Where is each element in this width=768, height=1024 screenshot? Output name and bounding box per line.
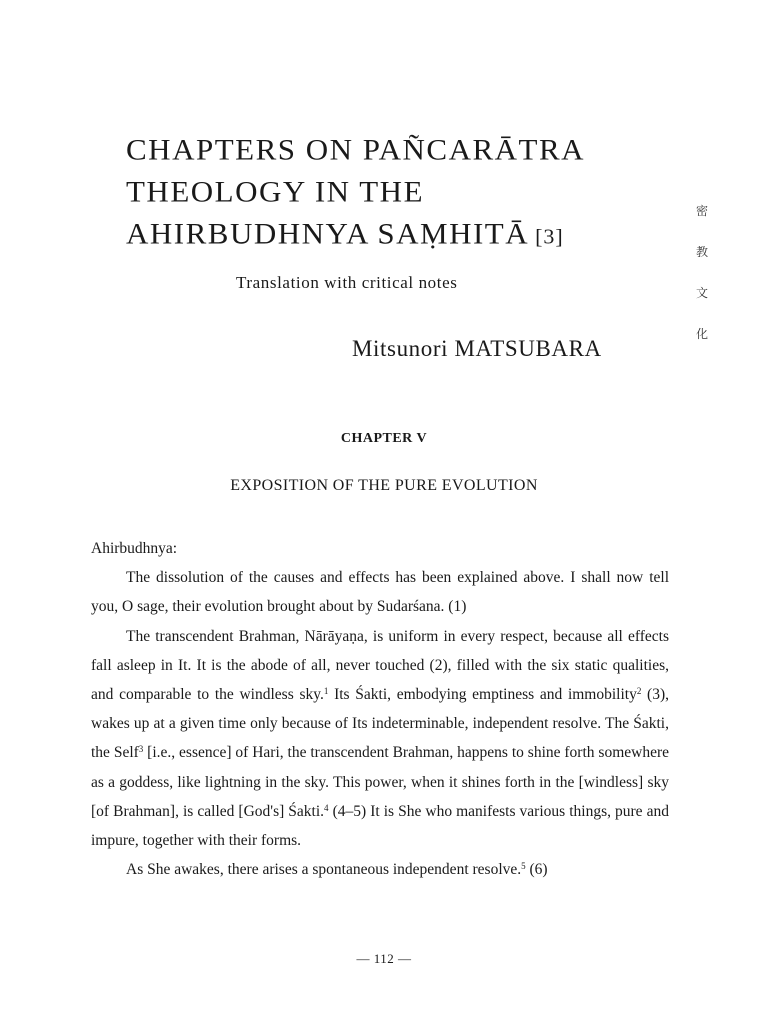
journal-mark-char-4: 化 (695, 327, 708, 341)
paragraph-2-text: [i.e., essence] of Hari, the transcendent Brahman, happens to shine forth somewhere as a goddess, like lightning in the sky. This power, when it shines forth in the [windless] sky [of Brahman], is called [God's] Śakti. (91, 744, 669, 820)
journal-mark-char-3: 文 (695, 286, 708, 300)
title-line-3-text: AHIRBUDHNYA SAṂHITĀ (126, 216, 530, 251)
page-number: — 112 — (356, 951, 412, 966)
paragraph-3-text: (6) (525, 861, 548, 879)
footnote-ref-4: 4 (324, 802, 329, 813)
journal-mark-char-2: 教 (695, 245, 708, 259)
paragraph-2-text: The transcendent Brahman, Nārāyaṇa, is uniform in every respect, because all effects fall asleep in It. It is the abode of all, never touched (2), filled with the six static qualities, and comparable to the windless sky. (91, 627, 669, 704)
footnote-ref-2: 2 (636, 686, 642, 697)
paragraph-2 (91, 622, 669, 856)
footnote-ref-1: 1 (323, 686, 329, 697)
paragraph-2-text: (3), wakes up at a given time only because of Its indeterminable, independent resolve. The Śakti, the Self (91, 686, 669, 762)
title-line-1: CHAPTERS ON PAÑCARĀTRA (126, 132, 586, 167)
author-name: Mitsunori MATSUBARA (352, 336, 602, 361)
journal-mark (694, 202, 710, 366)
paragraph-1: The dissolution of the causes and effects has been explained above. I shall now tell you, O sage, their evolution brought about by Sudarśana. (1) (91, 569, 669, 616)
body-text (91, 534, 669, 884)
paragraph-2-text: Its Śakti, embodying emptiness and immobility (328, 686, 637, 704)
paragraph-3-text: As She awakes, there arises a spontaneous independent resolve. (126, 861, 522, 879)
journal-mark-char-1: 密 (695, 204, 708, 218)
title-line-2: THEOLOGY IN THE (126, 174, 425, 209)
title-line-3 (126, 214, 686, 257)
part-number: [3] (535, 224, 564, 249)
paragraph-2-text: (4–5) It is She who manifests various things, pure and impure, together with their forms. (91, 802, 669, 850)
article-title (126, 130, 686, 259)
paragraph-3 (91, 855, 669, 884)
chapter-heading: EXPOSITION OF THE PURE EVOLUTION (230, 477, 538, 494)
footnote-ref-3: 3 (138, 744, 144, 755)
chapter-label: CHAPTER V (340, 431, 428, 446)
speaker-label: Ahirbudhnya: (91, 540, 178, 557)
footnote-ref-5: 5 (521, 861, 526, 872)
article-subtitle: Translation with critical notes (236, 273, 458, 292)
